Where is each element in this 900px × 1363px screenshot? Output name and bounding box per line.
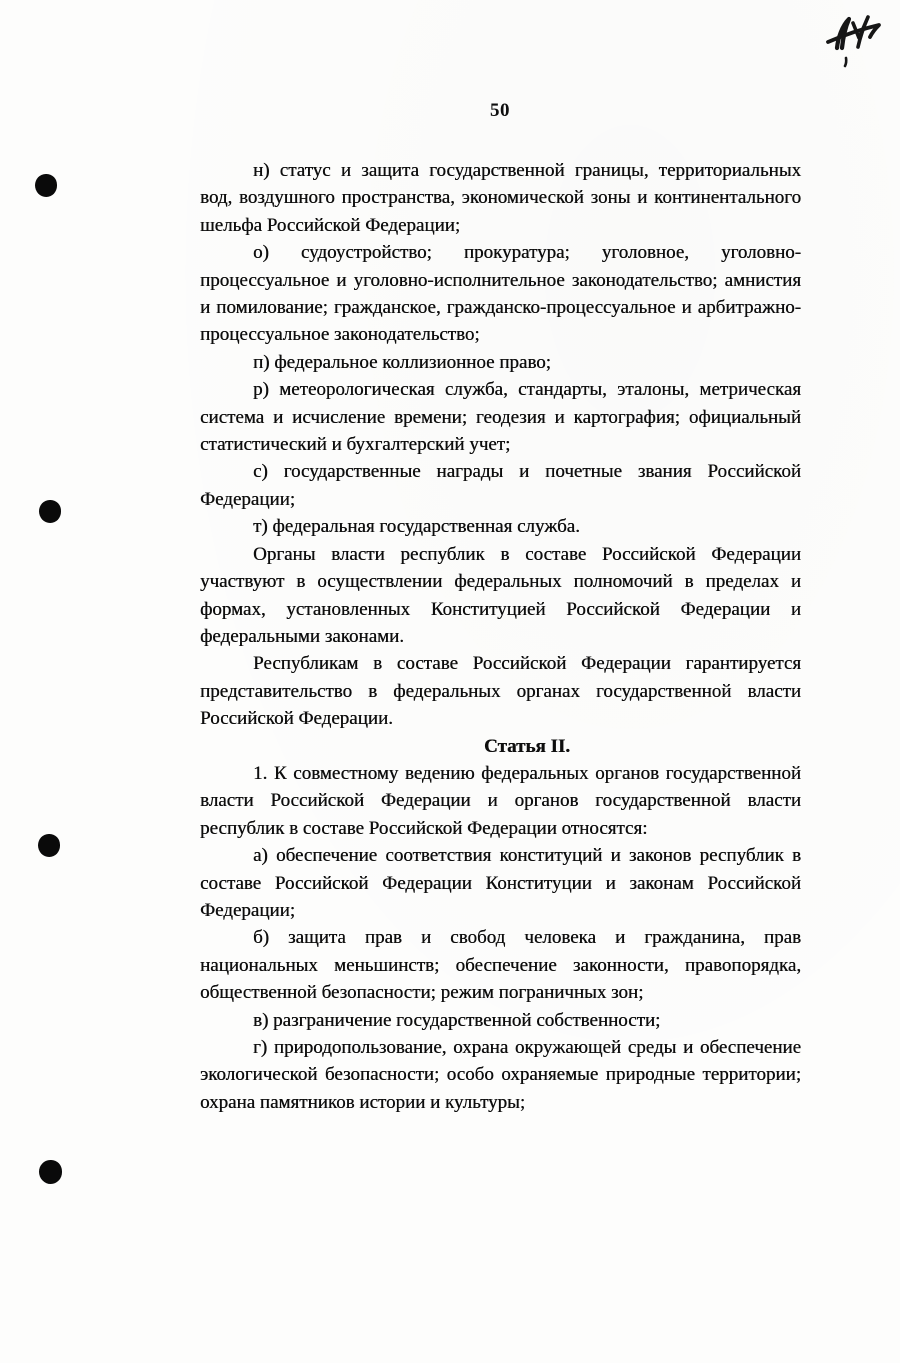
paragraph-item-s: с) государственные награды и почетные звания Российской Федерации; xyxy=(200,461,801,510)
paragraph-respublikam: Республикам в составе Российской Федерации гарантируется представительство в федеральных органах государственной власти Российской Федерации. xyxy=(200,653,801,730)
paragraph-item-p: п) федеральное коллизионное право; xyxy=(253,351,551,373)
paragraph-item-g: г) природопользование, охрана окружающей среды и обеспечение экологической безопасности; особо охраняемые природные территории; охрана памятников истории и культуры; xyxy=(200,1037,801,1113)
document-body xyxy=(200,157,801,1116)
paragraph-item-v: в) разграничение государственной собственности; xyxy=(253,1009,661,1031)
article-heading: Статья II. xyxy=(484,735,570,757)
punch-hole-dot-1 xyxy=(35,174,57,197)
punch-hole-dot-4 xyxy=(39,1160,62,1184)
punch-hole-dot-2 xyxy=(39,500,61,523)
handwritten-mark-icon xyxy=(822,12,884,68)
paragraph-organy: Органы власти республик в составе Российской Федерации участвуют в осуществлении федеральных полномочий в пределах и формах, установленных Конституцией Российской Федерации и федеральными законами. xyxy=(200,543,801,647)
page-number: 50 xyxy=(490,100,510,121)
paragraph-item-o: о) судоустройство; прокуратура; уголовное, уголовно-процессуальное и уголовно-исполнительное законодательство; амнистия и помилование; гражданское, гражданско-процессуальное и арбитражно-процессуальное законодательство; xyxy=(200,242,801,346)
paragraph-item-t: т) федеральная государственная служба. xyxy=(253,516,580,538)
paragraph-item-b: б) защита прав и свобод человека и гражданина, прав национальных меньшинств; обеспечение законности, правопорядка, общественной безопасности; режим пограничных зон; xyxy=(200,927,801,1004)
paragraph-clause-1: 1. К совместному ведению федеральных органов государственной власти Российской Федерации и органов государственной власти республик в составе Российской Федерации относятся: xyxy=(200,762,801,839)
punch-hole-dot-3 xyxy=(38,834,60,857)
paragraph-item-n: н) статус и защита государственной границы, территориальных вод, воздушного пространства, экономической зоны и континентального шельфа Российской Федерации; xyxy=(200,160,801,236)
paragraph-item-r: р) метеорологическая служба, стандарты, эталоны, метрическая система и исчисление времени; геодезия и картография; официальный статистический и бухгалтерский учет; xyxy=(200,379,801,456)
paragraph-item-a: а) обеспечение соответствия конституций и законов республик в составе Российской Федерации Конституции и законам Российской Федерации; xyxy=(200,845,801,921)
